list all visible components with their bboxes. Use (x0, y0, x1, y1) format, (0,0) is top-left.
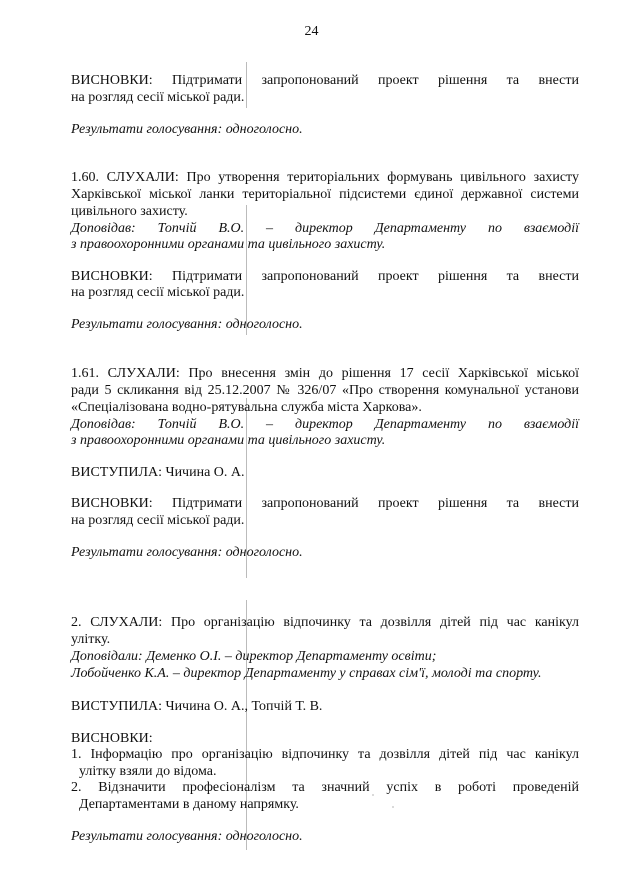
conclusion-item: 2. Відзначити професіоналізм та значний успіх в роботі проведеній (71, 780, 579, 795)
conclusion-line: на розгляд сесії міської ради. (71, 90, 245, 105)
conclusion-item: Департаментами в даному напрямку. (79, 797, 299, 812)
heard-line: «Спеціалізована водно-рятувальна служба міста Харкова». (71, 400, 422, 415)
vote-result: Результати голосування: одноголосно. (71, 545, 303, 560)
heard-line: 1.61. СЛУХАЛИ: Про внесення змін до рішення 17 сесії Харківської міської (71, 366, 579, 381)
heard-line: Харківської міської ланки територіальної підсистеми єдиної державної системи (71, 187, 579, 202)
reporter-line: Доповідав: Топчій В.О. – директор Департаменту по взаємодії (71, 417, 579, 432)
heard-line: 1.60. СЛУХАЛИ: Про утворення територіальних формувань цивільного захисту (71, 170, 579, 185)
conclusion-line: ВИСНОВКИ: Підтримати запропонований проект рішення та внести (71, 496, 579, 511)
reporter-line: з правоохоронними органами та цивільного захисту. (71, 433, 386, 448)
reporters-line: Лобойченко К.А. – директор Департаменту у справах сім'ї, молоді та спорту. (71, 666, 542, 681)
conclusions-header: ВИСНОВКИ: (71, 731, 153, 746)
heard-line: улітку. (71, 632, 111, 647)
reporter-line: з правоохоронними органами та цивільного захисту. (71, 237, 386, 252)
conclusion-line: на розгляд сесії міської ради. (71, 285, 245, 300)
reporters-line: Доповідали: Деменко О.І. – директор Департаменту освіти; (71, 649, 437, 664)
vote-result: Результати голосування: одноголосно. (71, 317, 303, 332)
speaker-line: ВИСТУПИЛА: Чичина О. А., Топчій Т. В. (71, 699, 323, 714)
conclusion-line: на розгляд сесії міської ради. (71, 513, 245, 528)
speaker-line: ВИСТУПИЛА: Чичина О. А. (71, 465, 245, 480)
page-number: 24 (304, 24, 319, 39)
vote-result: Результати голосування: одноголосно. (71, 829, 303, 844)
vote-result: Результати голосування: одноголосно. (71, 122, 303, 137)
conclusion-item: 1. Інформацію про організацію відпочинку та дозвілля дітей під час канікул (71, 747, 579, 762)
heard-line: ради 5 скликання від 25.12.2007 № 326/07 «Про створення комунальної установи (71, 383, 579, 398)
reporter-line: Доповідав: Топчій В.О. – директор Департаменту по взаємодії (71, 221, 579, 236)
heard-line: 2. СЛУХАЛИ: Про організацію відпочинку та дозвілля дітей під час канікул (71, 615, 579, 630)
conclusion-line: ВИСНОВКИ: Підтримати запропонований проект рішення та внести (71, 269, 579, 284)
conclusion-line: ВИСНОВКИ: Підтримати запропонований проект рішення та внести (71, 73, 579, 88)
heard-line: цивільного захисту. (71, 204, 188, 219)
conclusion-item: улітку взяли до відома. (79, 764, 217, 779)
